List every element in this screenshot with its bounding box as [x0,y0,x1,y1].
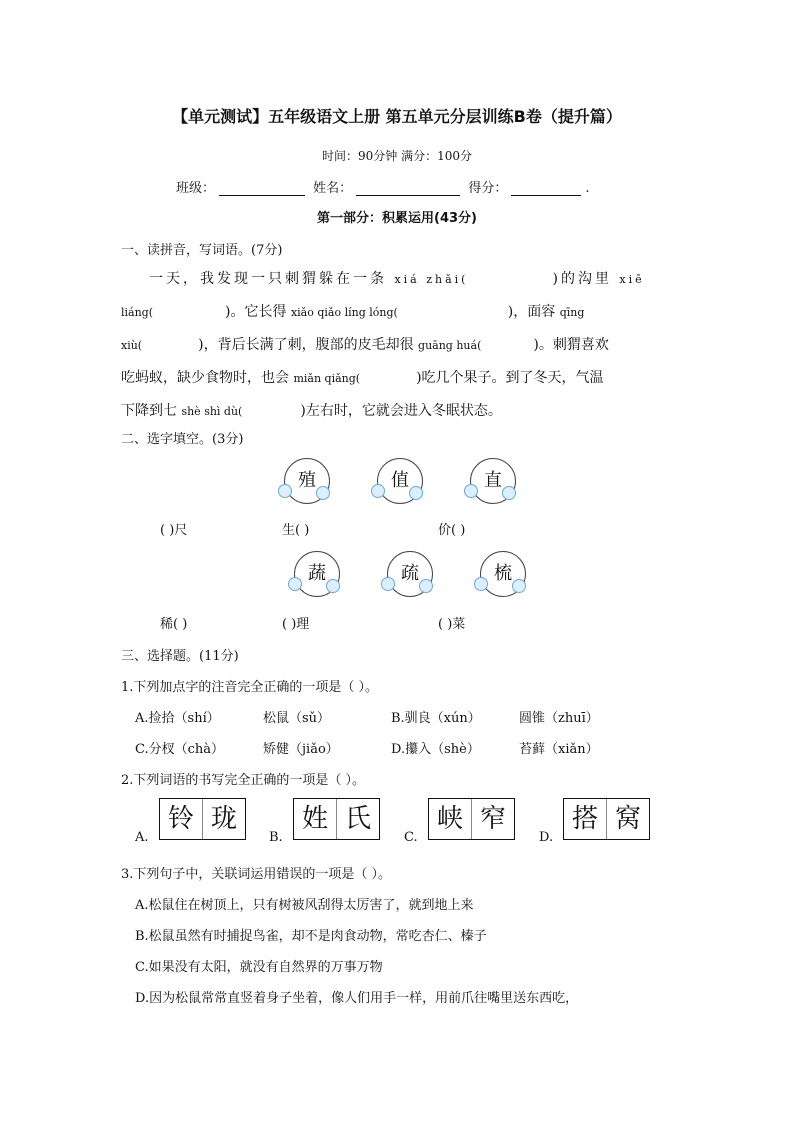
hand-icon [316,486,330,500]
name-label: 姓名： [313,181,353,196]
option[interactable]: B.松鼠虽然有时捕捉鸟雀，却不是肉食动物，常吃杏仁、榛子 [135,929,487,944]
char-box: 搭 窝 [563,798,650,840]
fill-blank[interactable]: 价( ) [438,523,466,538]
option[interactable]: A.捡拾（shí） [135,711,220,726]
char-box: 峡 窄 [428,798,515,840]
paragraph-line: liáng( )。它长得 xiǎo qiǎo líng lóng( )，面容 qīng [121,304,585,320]
fill-blank[interactable]: 生( ) [282,523,310,538]
exam-meta: 时间：90分钟 满分：100分 [322,149,472,163]
hand-icon [409,486,423,500]
paragraph-line: 一天，我发现一只刺猬躲在一条 xiá zhǎi( )的沟里 xiē [149,271,645,287]
option[interactable]: D.攥入（shè） [391,742,480,757]
fill-blank[interactable]: ( )理 [282,617,310,632]
hand-icon [474,577,488,591]
char-circle: 蔬 [294,551,340,597]
option[interactable]: 苔藓（xiǎn） [519,742,599,757]
hand-icon [288,577,302,591]
option-label[interactable]: D. [539,830,554,845]
score-field[interactable] [511,181,581,196]
fill-blank[interactable]: ( )菜 [438,617,466,632]
class-field[interactable] [219,181,305,196]
name-field[interactable] [356,181,460,196]
fill-blank[interactable]: ( )尺 [160,523,188,538]
option-label[interactable]: B. [269,830,283,845]
char-circle: 疏 [387,551,433,597]
char-box: 铃 珑 [159,798,246,840]
hand-icon [502,486,516,500]
option[interactable]: C.分杈（chà） [135,742,225,757]
option-label[interactable]: A. [135,830,149,845]
hand-icon [278,484,292,498]
option[interactable]: 矫健（jiǎo） [263,742,339,757]
section-one-heading: 一、读拼音，写词语。(7分) [121,243,283,258]
paragraph-line: 下降到七 shè shì dù( )左右时，它就会进入冬眠状态。 [121,403,502,419]
hand-icon [464,484,478,498]
score-label: 得分： [468,181,508,196]
hand-icon [381,577,395,591]
char-circle: 殖 [284,458,330,504]
page-title: 【单元测试】五年级语文上册 第五单元分层训练B卷（提升篇） [172,107,622,126]
option[interactable]: B.驯良（xún） [391,711,481,726]
option-label[interactable]: C. [404,830,418,845]
info-row [176,177,589,196]
hand-icon [512,579,526,593]
class-label: 班级： [176,181,216,196]
info-end: . [585,181,590,196]
char-box: 姓 氏 [293,798,380,840]
option[interactable]: C.如果没有太阳，就没有自然界的万事万物 [135,960,383,975]
option[interactable]: 圆锥（zhuī） [519,711,599,726]
option[interactable]: D.因为松鼠常常直竖着身子坐着，像人们用手一样，用前爪往嘴里送东西吃， [135,991,579,1006]
option[interactable]: 松鼠（sǔ） [263,711,331,726]
part-one-heading: 第一部分：积累运用(43分) [317,211,477,226]
question-1: 1.下列加点字的注音完全正确的一项是（ ）。 [121,680,379,695]
question-3: 3.下列句子中，关联词运用错误的一项是（ ）。 [121,867,392,882]
char-circle: 值 [377,458,423,504]
hand-icon [371,484,385,498]
pinyin-paragraph [121,263,676,428]
section-two-heading: 二、选字填空。(3分) [121,432,244,447]
paragraph-line: 吃蚂蚁，缺少食物时，也会 miǎn qiǎng( )吃几个果子。到了冬天，气温 [121,370,604,386]
section-three-heading: 三、选择题。(11分) [121,649,239,664]
hand-icon [419,579,433,593]
fill-blank[interactable]: 稀( ) [160,617,188,632]
option[interactable]: A.松鼠住在树顶上，只有树被风刮得太厉害了，就到地上来 [135,898,474,913]
paragraph-line: xiù( )，背后长满了刺，腹部的皮毛却很 guāng huá( )。刺猬喜欢 [121,337,609,353]
char-circle: 直 [470,458,516,504]
hand-icon [326,579,340,593]
char-circle: 梳 [480,551,526,597]
question-2: 2.下列词语的书写完全正确的一项是（ ）。 [121,773,366,788]
